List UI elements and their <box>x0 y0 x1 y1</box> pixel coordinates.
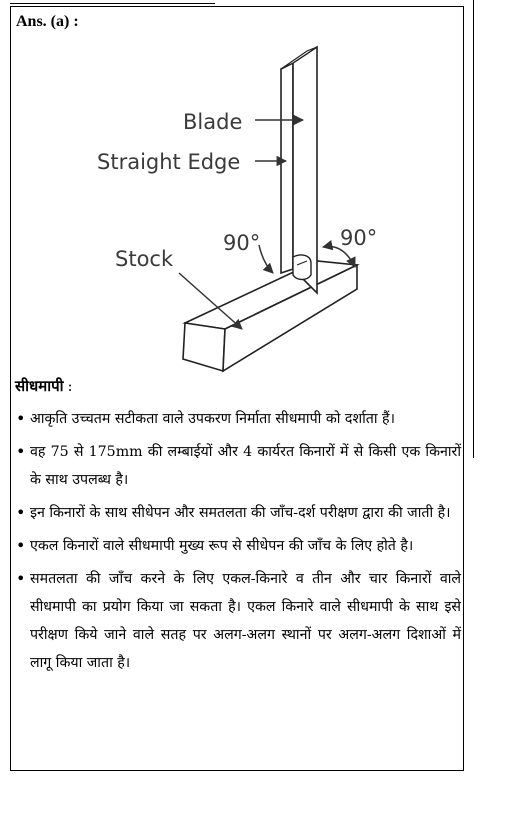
bullet-point: • समतलता की जाँच करने के लिए एकल-किनारे व तीन और चार किनारों वाले सीधमापी का प्रयोग किया जा सकता है। एकल किनारे वाले सीधमापी के साथ इसे परीक्षण किये जाने वाले सतह पर अलग-अलग स्थानों पर अलग-अलग दिशाओं में लागू किया जाता है। <box>11 565 463 677</box>
clamp-shape <box>293 255 311 280</box>
bullet-list <box>11 405 463 677</box>
angle-right-label: 90° <box>340 226 378 250</box>
bullet-point: • आकृति उच्चतम सटीकता वाले उपकरण निर्माता सीधमापी को दर्शाता हैं। <box>11 405 463 433</box>
angle-left-arc <box>259 245 273 273</box>
bullet-point: • इन किनारों के साथ सीधेपन और समतलता की जाँच-दर्श परीक्षण द्वारा की जाती है। <box>11 499 463 527</box>
bullet-point: • एकल किनारों वाले सीधमापी मुख्य रूप से सीधेपन की जाँच के लिए होते है। <box>11 532 463 560</box>
straight-edge-label: Straight Edge <box>97 150 241 174</box>
angle-left-label: 90° <box>223 231 261 255</box>
right-rule <box>473 0 474 458</box>
section-heading-colon: : <box>67 377 73 395</box>
answer-label: Ans. (a) : <box>16 13 79 30</box>
stock-shape <box>183 261 357 371</box>
blade-label: Blade <box>183 110 243 134</box>
section-heading-text: सीधमापी <box>15 377 64 395</box>
straight-edge-figure <box>11 7 463 379</box>
answer-box <box>10 6 464 771</box>
stock-label: Stock <box>115 247 174 271</box>
section-heading <box>15 376 73 396</box>
top-rule <box>10 0 215 4</box>
bullet-point: • वह 75 से 175mm की लम्बाईयों और 4 कार्यरत किनारों में से किसी एक किनारों के साथ उपलब्ध है। <box>11 438 463 494</box>
